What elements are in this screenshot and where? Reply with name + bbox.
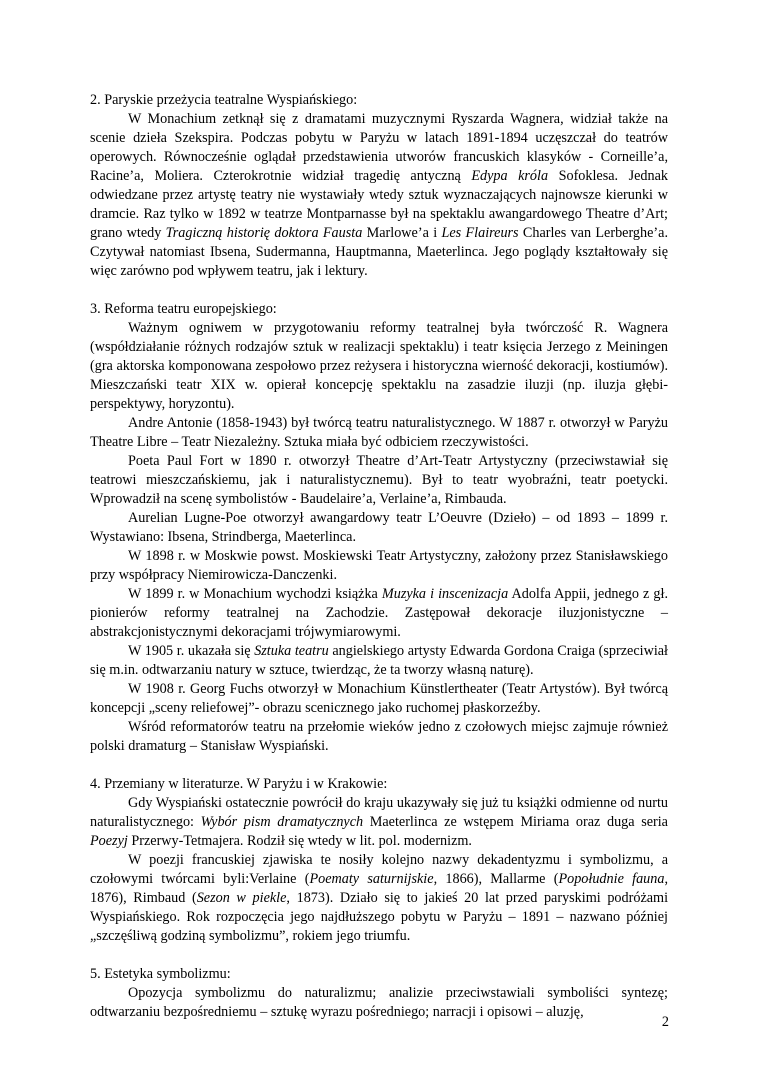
paragraph: [90, 110, 668, 281]
text-run: Andre Antonie (1858-1943) był twórcą teatru naturalistycznego. W 1887 r. otworzył w Paryżu Theatre Libre – Teatr Niezależny. Sztuka miała być odbiciem rzeczywistości.: [90, 415, 668, 450]
paragraph: [90, 585, 668, 642]
text-run: Charles van Lerberghe’a. Czytywał natomiast Ibsena, Sudermanna, Hauptmanna, Maeterlinca. Jego poglądy kształtowały się więc zarówno pod wpływem teatru, jak i lektury.: [90, 225, 668, 279]
italic-title: Les Flaireurs: [441, 225, 519, 241]
italic-title: Popołudnie fauna: [558, 871, 665, 887]
section-heading: 3. Reforma teatru europejskiego:: [90, 301, 277, 317]
section-gap: [90, 756, 668, 775]
text-run: Aurelian Lugne-Poe otworzył awangardowy teatr L’Oeuvre (Dzieło) – od 1893 – 1899 r. Wystawiano: Ibsena, Strindberga, Maeterlinca.: [90, 510, 668, 545]
italic-title: Edypa króla: [471, 168, 549, 184]
text-run: W 1898 r. w Moskwie powst. Moskiewski Teatr Artystyczny, założony przez Stanisławskiego przy współpracy Niemirowicza-Danczenki.: [90, 548, 668, 583]
text-run: Sofoklesa. Jednak odwiedzane przez artystę teatry nie wystawiały wtedy sztuk wyznaczających najnowsze kierunki w dramcie. Raz tylko w 1892 w teatrze Montparnasse był na spektaklu awangardowego Theatre d’Art; grano wtedy: [90, 168, 668, 241]
text-run: , 1866), Mallarme (: [433, 871, 559, 887]
section: [90, 775, 668, 946]
text-run: Poeta Paul Fort w 1890 r. otworzył Theatre d’Art-Teatr Artystyczny (przeciwstawiał się teatrowi mieszczańskiemu, jak i naturalistycznemu). Był to teatr wyobraźni, teatr poetycki. Wprowadził na scenę symbolistów - Baudelaire’a, Verlaine’a, Rimbauda.: [90, 453, 668, 507]
text-run: , 1873). Działo się to jakieś 20 lat przed paryskimi podróżami Wyspiańskiego. Rok rozpoczęcia jego najdłuższego pobytu w Paryżu – 1891 – nazwano później „szczęśliwą godziną symbolizmu”, rokiem jego triumfu.: [90, 890, 669, 944]
section-heading: 4. Przemiany w literaturze. W Paryżu i w Krakowie:: [90, 776, 388, 792]
section-gap: [90, 281, 668, 300]
text-run: Marlowe’a i: [362, 225, 442, 241]
paragraph: [90, 984, 668, 1022]
paragraph: [90, 642, 668, 680]
text-run: W 1899 r. w Monachium wychodzi książka: [128, 586, 382, 602]
paragraph: [90, 680, 668, 718]
italic-title: Poematy saturnijskie: [309, 871, 434, 887]
paragraph: [90, 452, 668, 509]
italic-title: Wybór pism dramatycznych: [200, 814, 364, 830]
text-run: Wśród reformatorów teatru na przełomie wieków jedno z czołowych miejsc zajmuje również polski dramaturg – Stanisław Wyspiański.: [90, 719, 668, 754]
text-run: Ważnym ogniwem w przygotowaniu reformy teatralnej była twórczość R. Wagnera (współdziałanie różnych rodzajów sztuk w realizacji spektaklu) i teatr księcia Jerzego z Meiningen (gra aktorska komponowana zespołowo przez reżysera i historyczna wierność dekoracji, kostiumów). Mieszczański teatr XIX w. opierał koncepcję spektaklu na zasadzie iluzji (np. iluzja głębi-perspektywy, horyzontu).: [90, 320, 668, 412]
text-run: Przerwy-Tetmajera. Rodził się wtedy w lit. pol. modernizm.: [127, 833, 472, 849]
italic-title: Muzyka i inscenizacja: [381, 586, 509, 602]
text-run: W 1905 r. ukazała się: [128, 643, 255, 659]
section: [90, 300, 668, 756]
italic-title: Tragiczną historię doktora Fausta: [165, 225, 363, 241]
paragraph: [90, 547, 668, 585]
paragraph: [90, 319, 668, 414]
text-run: W poezji francuskiej zjawiska te nosiły kolejno nazwy dekadentyzmu i symbolizmu, a czołowymi twórcami byli:Verlaine (: [90, 852, 668, 887]
text-run: W Monachium zetknął się z dramatami muzycznymi Ryszarda Wagnera, widział także na scenie dzieła Szekspira. Podczas pobytu w Paryżu w latach 1891-1894 uczęszczał do teatrów operowych. Równocześnie oglądał przedstawienia utworów francuskich klasyków - Corneille’a, Racine’a, Moliera. Czterokrotnie widział tragedię antyczną: [90, 111, 668, 184]
text-run: angielskiego artysty Edwarda Gordona Craiga (sprzeciwiał się m.in. odtwarzaniu natury w sztuce, twierdząc, że ta tworzy własną naturę).: [90, 643, 668, 678]
paragraph: [90, 794, 668, 851]
section: [90, 965, 668, 1022]
paragraph: [90, 851, 668, 946]
document-body: [90, 91, 668, 1022]
paragraph: [90, 718, 668, 756]
italic-title: Poezyj: [90, 833, 128, 849]
text-run: Opozycja symbolizmu do naturalizmu; analizie przeciwstawiali symboliści syntezę; odtwarzaniu bezpośredniemu – sztukę wyrazu pośredniego; narracji i opisowi – aluzję,: [90, 985, 668, 1020]
section-heading: 5. Estetyka symbolizmu:: [90, 966, 231, 982]
paragraph: [90, 509, 668, 547]
section: [90, 91, 668, 281]
text-run: , 1876), Rimbaud (: [90, 871, 668, 906]
paragraph: [90, 414, 668, 452]
italic-title: Sztuka teatru: [254, 643, 329, 659]
text-run: Adolfa Appii, jednego z gł. pionierów reformy teatralnej na Zachodzie. Zastępował dekoracje iluzjonistyczne – abstrakcjonistycznymi dekoracjami trójwymiarowymi.: [90, 586, 668, 640]
section-gap: [90, 946, 668, 965]
page-number: 2: [661, 1014, 669, 1030]
text-run: Maeterlinca ze wstępem Miriama oraz duga seria: [363, 814, 668, 830]
section-heading: 2. Paryskie przeżycia teatralne Wyspiańskiego:: [90, 92, 358, 108]
text-run: W 1908 r. Georg Fuchs otworzył w Monachium Künstlertheater (Teatr Artystów). Był twórcą koncepcji „sceny reliefowej”- obrazu scenicznego jako ruchomej płaskorzeźby.: [90, 681, 668, 716]
text-run: Gdy Wyspiański ostatecznie powrócił do kraju ukazywały się już tu książki odmienne od nurtu naturalistycznego:: [90, 795, 668, 830]
italic-title: Sezon w piekle: [196, 890, 287, 906]
